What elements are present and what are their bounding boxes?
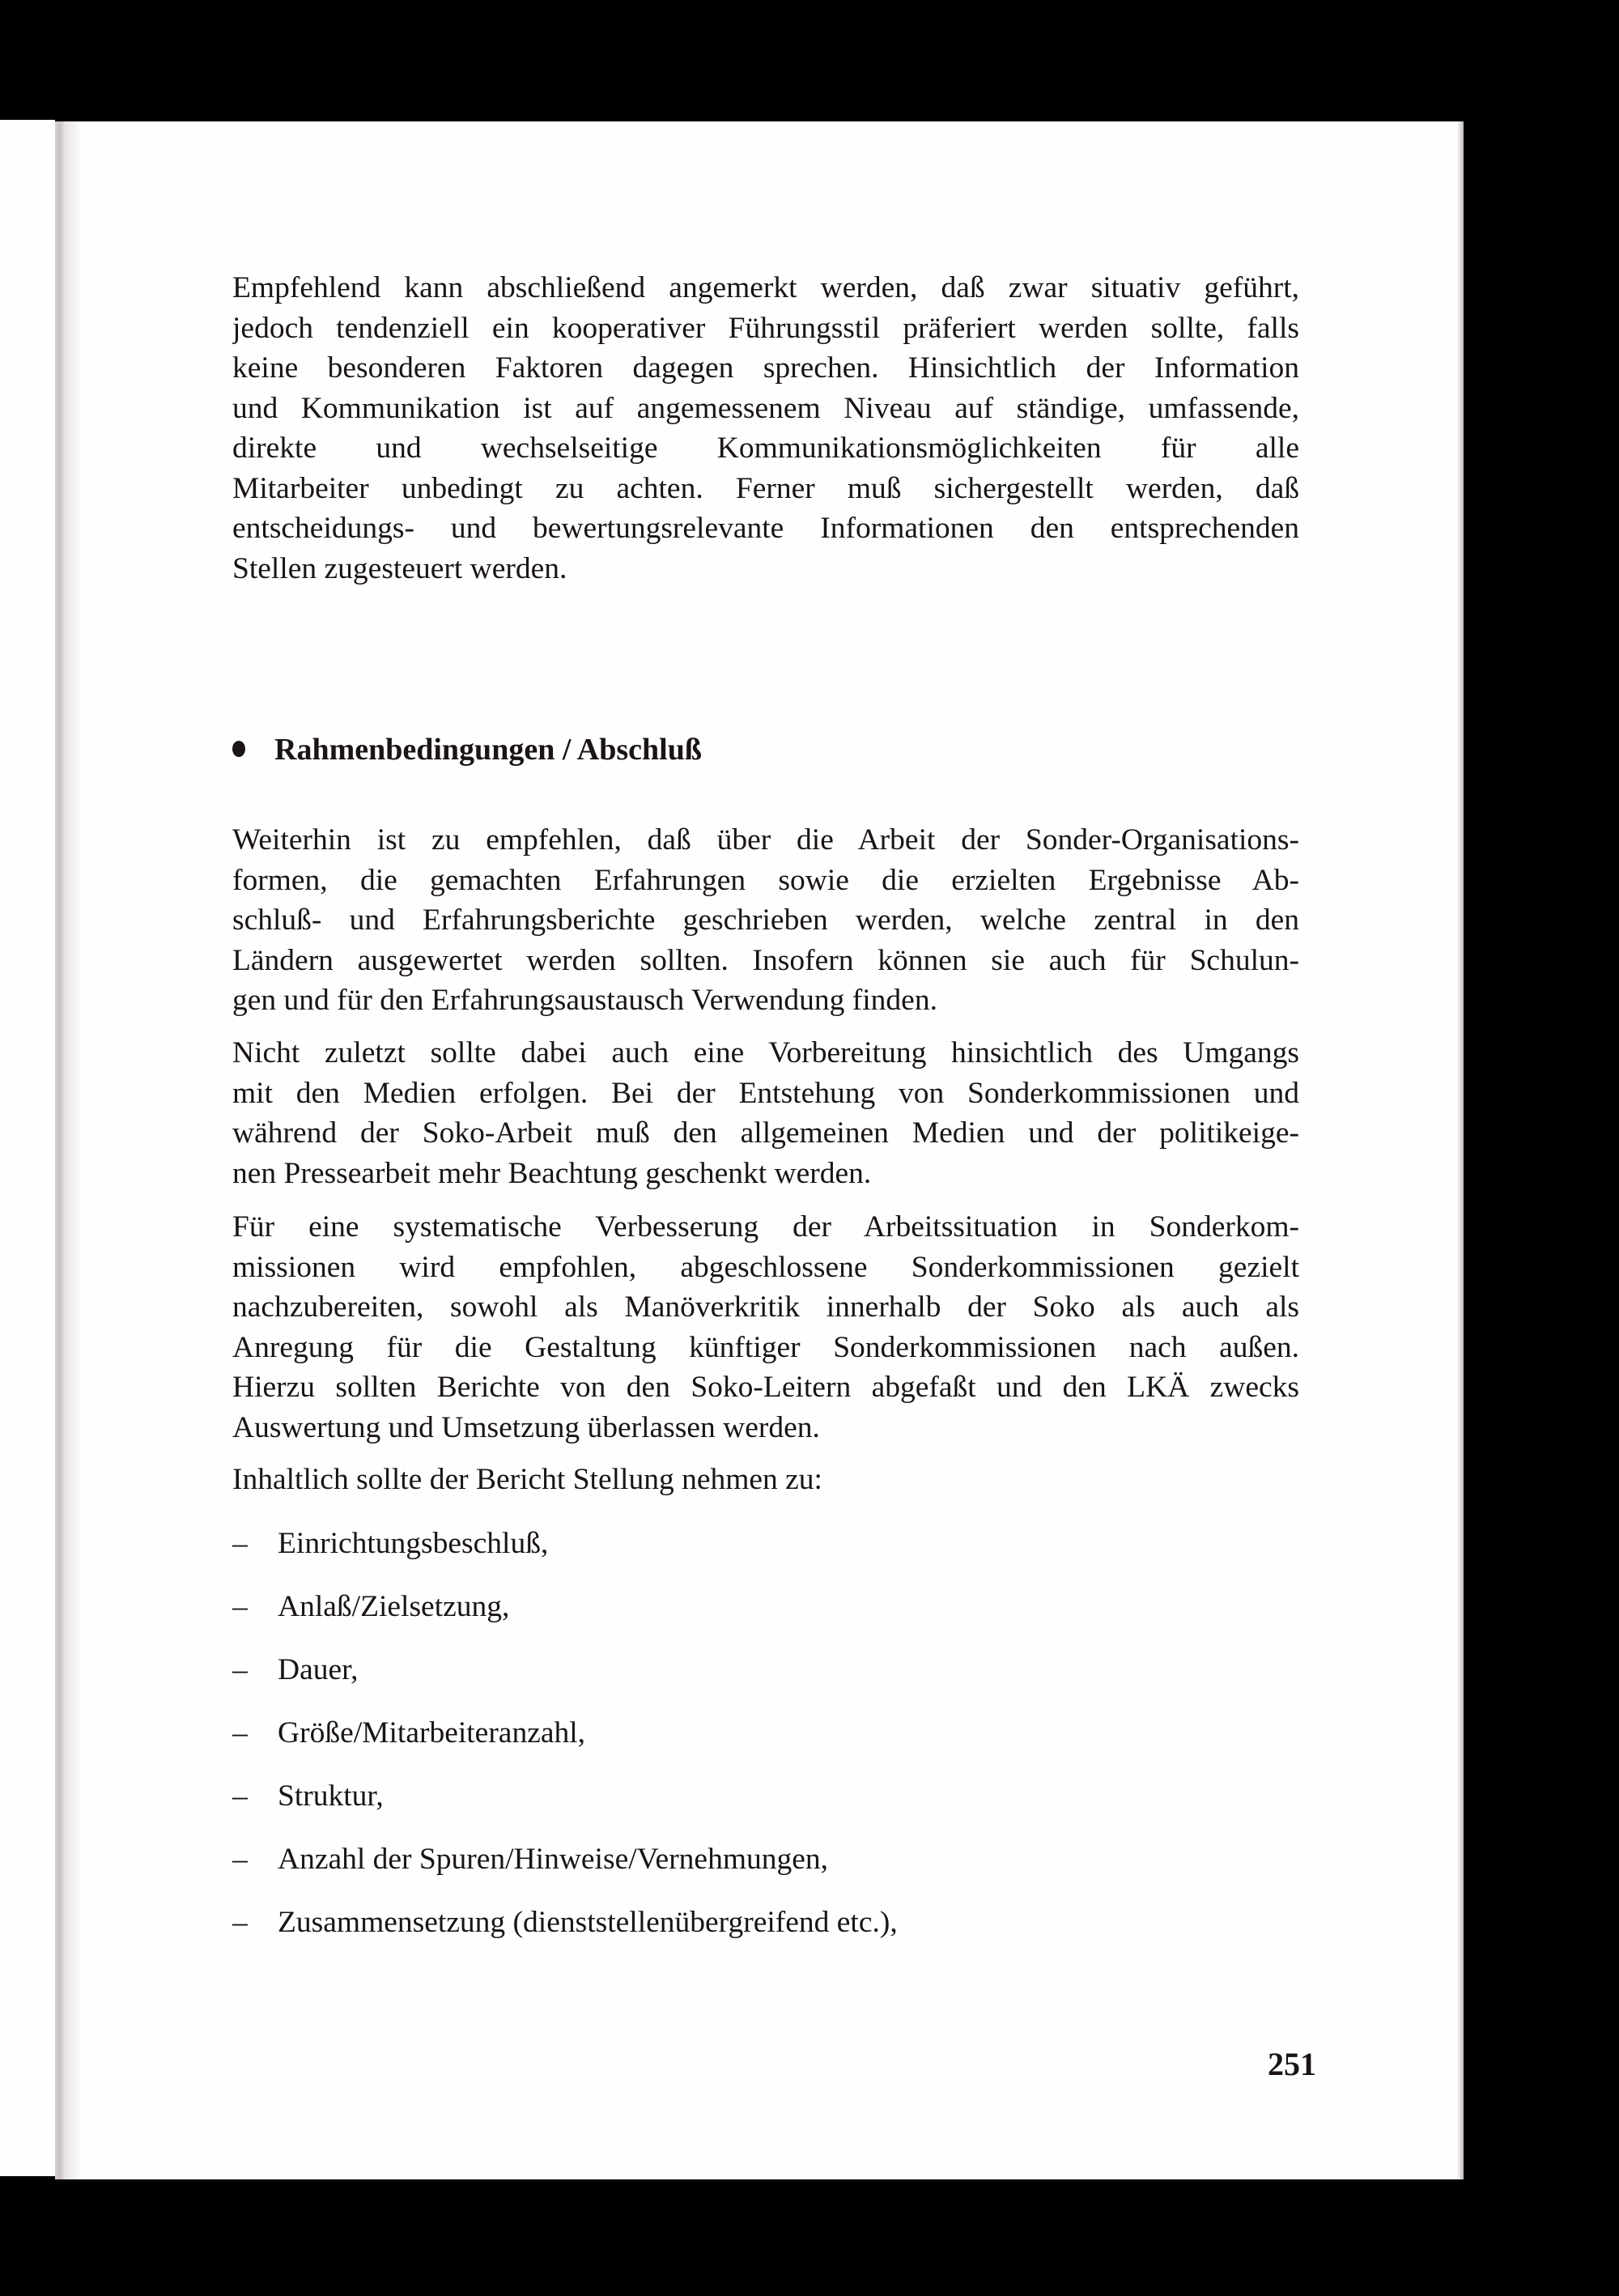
list-item-text: Struktur, bbox=[278, 1779, 384, 1813]
page-gutter-gradient bbox=[66, 121, 81, 2179]
list-item bbox=[232, 1587, 509, 1627]
text-line: und Kommunikation ist auf angemessenem Niveau auf ständige, umfassende, bbox=[232, 391, 1299, 425]
text-line: Nicht zuletzt sollte dabei auch eine Vorbereitung hinsichtlich des Umgangs bbox=[232, 1036, 1299, 1069]
list-item-text: Einrichtungsbeschluß, bbox=[278, 1527, 549, 1560]
dash-marker-icon: – bbox=[232, 1716, 248, 1750]
text-line: Stellen zugesteuert werden. bbox=[232, 551, 567, 585]
list-item bbox=[232, 1839, 828, 1880]
text-line: entscheidungs- und bewertungsrelevante Informationen den entsprechenden bbox=[232, 512, 1299, 545]
text-line: Mitarbeiter unbedingt zu achten. Ferner muß sichergestellt werden, daß bbox=[232, 471, 1299, 505]
text-line: Hierzu sollten Berichte von den Soko-Leitern abgefaßt und den LKÄ zwecks bbox=[232, 1371, 1299, 1404]
list-item bbox=[232, 1650, 358, 1690]
text-line: Anregung für die Gestaltung künftiger Sonderkommissionen nach außen. bbox=[232, 1330, 1299, 1364]
text-line: Weiterhin ist zu empfehlen, daß über die Arbeit der Sonder-Organisations- bbox=[232, 823, 1299, 857]
text-line: jedoch tendenziell ein kooperativer Führungsstil präferiert werden sollte, falls bbox=[232, 311, 1299, 345]
paragraph-1 bbox=[232, 820, 1299, 1021]
list-item bbox=[232, 1524, 548, 1564]
list-item-text: Anlaß/Zielsetzung, bbox=[278, 1590, 510, 1623]
list-item-text: Anzahl der Spuren/Hinweise/Vernehmungen, bbox=[278, 1843, 829, 1876]
dash-marker-icon: – bbox=[232, 1906, 248, 1939]
list-item bbox=[232, 1903, 898, 1943]
list-item bbox=[232, 1776, 384, 1817]
list-item-text: Zusammensetzung (dienststellenübergreifend etc.), bbox=[278, 1906, 898, 1939]
text-line: Empfehlend kann abschließend angemerkt werden, daß zwar situativ geführt, bbox=[232, 271, 1299, 304]
list-item bbox=[232, 1713, 585, 1754]
text-line: schluß- und Erfahrungsberichte geschrieben werden, welche zentral in den bbox=[232, 904, 1299, 937]
text-line: gen und für den Erfahrungsaustausch Verwendung finden. bbox=[232, 984, 937, 1017]
paragraph-3 bbox=[232, 1207, 1299, 1448]
text-line: direkte und wechselseitige Kommunikationsmöglichkeiten für alle bbox=[232, 432, 1299, 465]
text-line: Auswertung und Umsetzung überlassen werden. bbox=[232, 1410, 820, 1444]
intro-paragraph bbox=[232, 268, 1299, 589]
text-line: nen Pressearbeit mehr Beachtung geschenkt werden. bbox=[232, 1156, 872, 1190]
dash-marker-icon: – bbox=[232, 1653, 248, 1686]
text-line: mit den Medien erfolgen. Bei der Entstehung von Sonderkommissionen und bbox=[232, 1076, 1299, 1110]
section-heading bbox=[232, 729, 702, 770]
dash-marker-icon: – bbox=[232, 1779, 248, 1813]
section-heading-text: Rahmenbedingungen / Abschluß bbox=[274, 733, 702, 767]
page-right-edge bbox=[1457, 121, 1464, 2179]
adjacent-page-edge bbox=[0, 120, 55, 2176]
list-item-text: Dauer, bbox=[278, 1653, 359, 1686]
text-line: keine besonderen Faktoren dagegen sprechen. Hinsichtlich der Information bbox=[232, 351, 1299, 385]
list-intro-text: Inhaltlich sollte der Bericht Stellung nehmen zu: bbox=[232, 1463, 822, 1496]
list-item-text: Größe/Mitarbeiteranzahl, bbox=[278, 1716, 586, 1750]
text-line: missionen wird empfohlen, abgeschlossene Sonderkommissionen gezielt bbox=[232, 1250, 1299, 1284]
text-line: Ländern ausgewertet werden sollten. Insofern können sie auch für Schulun- bbox=[232, 943, 1299, 977]
bullet-icon bbox=[232, 741, 245, 757]
list-intro bbox=[232, 1460, 1299, 1500]
page-gutter-shadow bbox=[55, 121, 66, 2179]
paragraph-2 bbox=[232, 1033, 1299, 1193]
text-line: während der Soko-Arbeit muß den allgemeinen Medien und der politikeige- bbox=[232, 1116, 1299, 1150]
dash-marker-icon: – bbox=[232, 1590, 248, 1623]
text-line: formen, die gemachten Erfahrungen sowie die erzielten Ergebnisse Ab- bbox=[232, 863, 1299, 897]
dash-marker-icon: – bbox=[232, 1843, 248, 1876]
text-line: nachzubereiten, sowohl als Manöverkritik innerhalb der Soko als auch als bbox=[232, 1290, 1299, 1324]
page-number: 251 bbox=[1268, 2046, 1316, 2082]
dash-marker-icon: – bbox=[232, 1527, 248, 1560]
text-line: Für eine systematische Verbesserung der Arbeitssituation in Sonderkom- bbox=[232, 1210, 1299, 1244]
